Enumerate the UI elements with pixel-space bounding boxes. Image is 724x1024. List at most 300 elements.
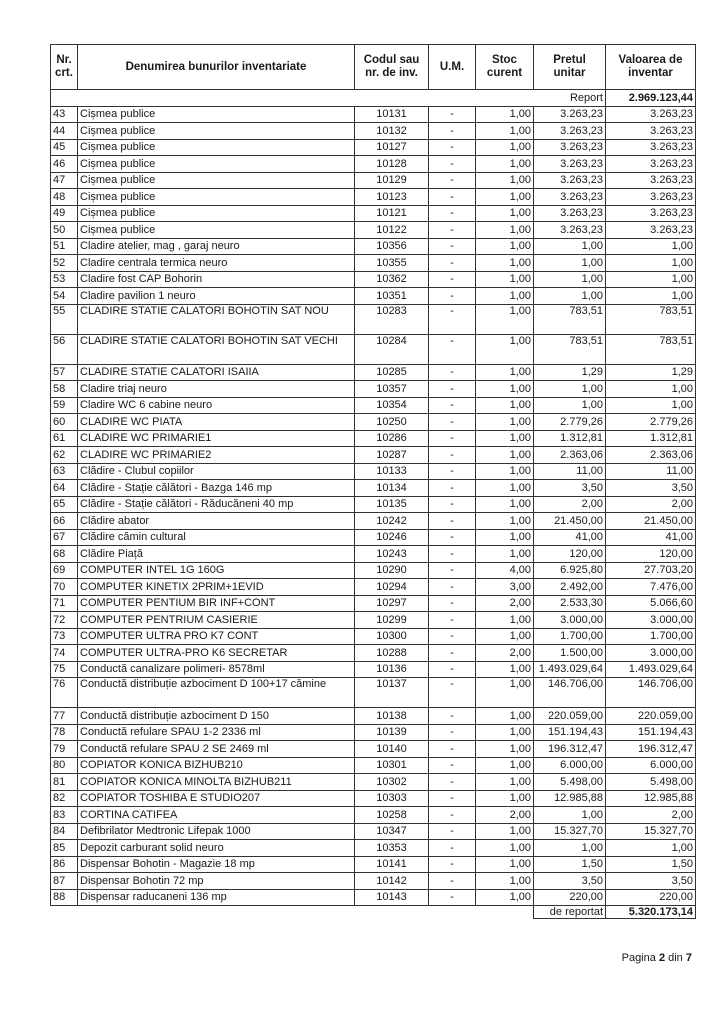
cell-nr: 83 [51, 807, 78, 824]
cell-um: - [429, 222, 476, 239]
cell-stoc: 1,00 [476, 238, 534, 255]
cell-den: CORTINA CATIFEA [78, 807, 355, 824]
cell-cod: 10357 [355, 381, 429, 398]
header-um: U.M. [429, 45, 476, 90]
cell-pret: 120,00 [534, 546, 606, 563]
cell-pret: 2.779,26 [534, 414, 606, 431]
cell-cod: 10243 [355, 546, 429, 563]
cell-val: 5.066,60 [606, 595, 696, 612]
cell-stoc: 2,00 [476, 645, 534, 662]
cell-pret: 2.363,06 [534, 447, 606, 464]
cell-pret: 1,00 [534, 255, 606, 272]
cell-stoc: 1,00 [476, 856, 534, 873]
cell-val: 3.263,23 [606, 205, 696, 222]
cell-nr: 70 [51, 579, 78, 596]
cell-pret: 151.194,43 [534, 724, 606, 741]
cell-stoc: 1,00 [476, 139, 534, 156]
cell-cod: 10141 [355, 856, 429, 873]
cell-den: CLADIRE WC PRIMARIE2 [78, 447, 355, 464]
cell-stoc: 1,00 [476, 823, 534, 840]
cell-nr: 66 [51, 513, 78, 530]
cell-pret: 3.263,23 [534, 106, 606, 123]
page-sep: din [668, 952, 683, 964]
cell-pret: 1,00 [534, 288, 606, 305]
cell-um: - [429, 205, 476, 222]
cell-nr: 72 [51, 612, 78, 629]
cell-um: - [429, 139, 476, 156]
cell-pret: 11,00 [534, 463, 606, 480]
cell-um: - [429, 238, 476, 255]
table-header-row [51, 45, 696, 90]
table-row [51, 123, 696, 140]
cell-den: Clădire - Stație călători - Bazga 146 mp [78, 480, 355, 497]
cell-pret: 2,00 [534, 496, 606, 513]
cell-pret: 3.263,23 [534, 172, 606, 189]
table-row [51, 823, 696, 840]
cell-nr: 88 [51, 889, 78, 906]
cell-den: Clădire - Stație călători - Răducăneni 40 mp [78, 496, 355, 513]
cell-pret: 3.263,23 [534, 139, 606, 156]
cell-nr: 44 [51, 123, 78, 140]
table-row [51, 661, 696, 678]
cell-den: CLADIRE WC PIATA [78, 414, 355, 431]
cell-pret: 1.493.029,64 [534, 661, 606, 678]
cell-pret: 3,50 [534, 873, 606, 890]
cell-pret: 783,51 [534, 334, 606, 364]
cell-pret: 1,50 [534, 856, 606, 873]
cell-nr: 80 [51, 757, 78, 774]
cell-den: Depozit carburant solid neuro [78, 840, 355, 857]
cell-cod: 10122 [355, 222, 429, 239]
cell-pret: 6.925,80 [534, 562, 606, 579]
cell-pret: 2.533,30 [534, 595, 606, 612]
table-row [51, 790, 696, 807]
cell-cod: 10301 [355, 757, 429, 774]
cell-um: - [429, 678, 476, 708]
cell-nr: 71 [51, 595, 78, 612]
cell-pret: 21.450,00 [534, 513, 606, 530]
cell-cod: 10131 [355, 106, 429, 123]
cell-stoc: 1,00 [476, 661, 534, 678]
cell-cod: 10258 [355, 807, 429, 824]
cell-um: - [429, 774, 476, 791]
cell-den: Cișmea publice [78, 139, 355, 156]
cell-nr: 82 [51, 790, 78, 807]
cell-den: Cișmea publice [78, 222, 355, 239]
cell-cod: 10286 [355, 430, 429, 447]
cell-nr: 79 [51, 741, 78, 758]
cell-um: - [429, 807, 476, 824]
cell-nr: 48 [51, 189, 78, 206]
cell-val: 3.263,23 [606, 156, 696, 173]
cell-val: 220,00 [606, 889, 696, 906]
cell-um: - [429, 790, 476, 807]
table-row [51, 430, 696, 447]
cell-val: 3.263,23 [606, 139, 696, 156]
table-row [51, 678, 696, 708]
cell-pret: 783,51 [534, 304, 606, 334]
cell-cod: 10294 [355, 579, 429, 596]
cell-nr: 61 [51, 430, 78, 447]
cell-val: 15.327,70 [606, 823, 696, 840]
header-nr: Nr. crt. [51, 45, 78, 90]
cell-val: 1,00 [606, 255, 696, 272]
cell-stoc: 1,00 [476, 708, 534, 725]
table-row [51, 873, 696, 890]
cell-stoc: 1,00 [476, 172, 534, 189]
cell-val: 3.000,00 [606, 645, 696, 662]
table-row [51, 496, 696, 513]
cell-val: 1,00 [606, 840, 696, 857]
cell-nr: 69 [51, 562, 78, 579]
cell-val: 220.059,00 [606, 708, 696, 725]
cell-den: CLADIRE WC PRIMARIE1 [78, 430, 355, 447]
cell-val: 2.363,06 [606, 447, 696, 464]
table-row [51, 222, 696, 239]
cell-um: - [429, 513, 476, 530]
cell-pret: 1.500,00 [534, 645, 606, 662]
cell-nr: 54 [51, 288, 78, 305]
cell-um: - [429, 496, 476, 513]
cell-den: Clădire abator [78, 513, 355, 530]
cell-pret: 3.263,23 [534, 189, 606, 206]
cell-pret: 1.700,00 [534, 628, 606, 645]
cell-pret: 3.000,00 [534, 612, 606, 629]
header-denumire: Denumirea bunurilor inventariate [78, 45, 355, 90]
cell-nr: 65 [51, 496, 78, 513]
cell-cod: 10127 [355, 139, 429, 156]
cell-val: 3,50 [606, 873, 696, 890]
cell-pret: 1.312,81 [534, 430, 606, 447]
cell-den: Conductă distribuție azbociment D 100+17 cămine [78, 678, 355, 708]
cell-den: COMPUTER INTEL 1G 160G [78, 562, 355, 579]
cell-um: - [429, 447, 476, 464]
cell-stoc: 1,00 [476, 106, 534, 123]
cell-um: - [429, 873, 476, 890]
table-row [51, 106, 696, 123]
cell-pret: 1,00 [534, 381, 606, 398]
cell-stoc: 1,00 [476, 840, 534, 857]
cell-pret: 196.312,47 [534, 741, 606, 758]
table-row [51, 271, 696, 288]
cell-um: - [429, 288, 476, 305]
cell-nr: 81 [51, 774, 78, 791]
table-row [51, 856, 696, 873]
cell-stoc: 1,00 [476, 205, 534, 222]
cell-den: COPIATOR TOSHIBA E STUDIO207 [78, 790, 355, 807]
cell-stoc: 1,00 [476, 381, 534, 398]
cell-val: 3.263,23 [606, 189, 696, 206]
cell-den: Clădire Piață [78, 546, 355, 563]
cell-den: Conductă distribuție azbociment D 150 [78, 708, 355, 725]
table-row [51, 397, 696, 414]
cell-um: - [429, 397, 476, 414]
cell-nr: 55 [51, 304, 78, 334]
cell-stoc: 1,00 [476, 873, 534, 890]
cell-cod: 10297 [355, 595, 429, 612]
cell-nr: 53 [51, 271, 78, 288]
cell-cod: 10300 [355, 628, 429, 645]
cell-nr: 60 [51, 414, 78, 431]
cell-cod: 10138 [355, 708, 429, 725]
cell-den: COMPUTER PENTRIUM CASIERIE [78, 612, 355, 629]
cell-stoc: 1,00 [476, 529, 534, 546]
cell-stoc: 1,00 [476, 496, 534, 513]
cell-den: Conductă refulare SPAU 1-2 2336 ml [78, 724, 355, 741]
table-row [51, 889, 696, 906]
cell-nr: 74 [51, 645, 78, 662]
table-row [51, 334, 696, 364]
cell-den: COMPUTER ULTRA PRO K7 CONT [78, 628, 355, 645]
cell-um: - [429, 123, 476, 140]
cell-den: COPIATOR KONICA BIZHUB210 [78, 757, 355, 774]
cell-den: Cladire triaj neuro [78, 381, 355, 398]
cell-cod: 10285 [355, 364, 429, 381]
cell-um: - [429, 463, 476, 480]
cell-cod: 10246 [355, 529, 429, 546]
cell-val: 3.000,00 [606, 612, 696, 629]
cell-den: Cladire WC 6 cabine neuro [78, 397, 355, 414]
cell-nr: 57 [51, 364, 78, 381]
table-row [51, 612, 696, 629]
page-current: 2 [658, 952, 666, 964]
cell-stoc: 1,00 [476, 678, 534, 708]
cell-cod: 10140 [355, 741, 429, 758]
cell-stoc: 1,00 [476, 364, 534, 381]
cell-den: COPIATOR KONICA MINOLTA BIZHUB211 [78, 774, 355, 791]
table-row [51, 364, 696, 381]
cell-nr: 84 [51, 823, 78, 840]
table-row [51, 139, 696, 156]
cell-val: 151.194,43 [606, 724, 696, 741]
cell-cod: 10351 [355, 288, 429, 305]
cell-nr: 43 [51, 106, 78, 123]
cell-pret: 146.706,00 [534, 678, 606, 708]
header-stoc: Stoc curent [476, 45, 534, 90]
cell-pret: 41,00 [534, 529, 606, 546]
cell-den: Cișmea publice [78, 156, 355, 173]
cell-cod: 10356 [355, 238, 429, 255]
table-row [51, 645, 696, 662]
cell-cod: 10123 [355, 189, 429, 206]
cell-val: 1,00 [606, 397, 696, 414]
cell-cod: 10121 [355, 205, 429, 222]
report-value: 2.969.123,44 [606, 90, 696, 107]
cell-um: - [429, 364, 476, 381]
cell-val: 3,50 [606, 480, 696, 497]
cell-val: 1.493.029,64 [606, 661, 696, 678]
cell-val: 1,50 [606, 856, 696, 873]
cell-stoc: 2,00 [476, 595, 534, 612]
table-row [51, 757, 696, 774]
cell-cod: 10303 [355, 790, 429, 807]
cell-pret: 1,29 [534, 364, 606, 381]
cell-stoc: 1,00 [476, 724, 534, 741]
cell-cod: 10355 [355, 255, 429, 272]
cell-um: - [429, 708, 476, 725]
table-row [51, 708, 696, 725]
cell-cod: 10287 [355, 447, 429, 464]
cell-cod: 10128 [355, 156, 429, 173]
cell-pret: 3.263,23 [534, 205, 606, 222]
table-row [51, 463, 696, 480]
cell-nr: 78 [51, 724, 78, 741]
cell-val: 5.498,00 [606, 774, 696, 791]
page-number [622, 952, 692, 964]
cell-cod: 10134 [355, 480, 429, 497]
cell-den: Cladire fost CAP Bohorin [78, 271, 355, 288]
table-row [51, 304, 696, 334]
cell-den: COMPUTER PENTIUM BIR INF+CONT [78, 595, 355, 612]
cell-stoc: 1,00 [476, 774, 534, 791]
cell-stoc: 1,00 [476, 628, 534, 645]
cell-val: 27.703,20 [606, 562, 696, 579]
cell-nr: 85 [51, 840, 78, 857]
cell-nr: 59 [51, 397, 78, 414]
cell-cod: 10288 [355, 645, 429, 662]
cell-nr: 50 [51, 222, 78, 239]
cell-stoc: 1,00 [476, 189, 534, 206]
table-row [51, 205, 696, 222]
cell-pret: 1,00 [534, 271, 606, 288]
cell-den: Cladire pavilion 1 neuro [78, 288, 355, 305]
header-valoare: Valoarea de inventar [606, 45, 696, 90]
cell-den: COMPUTER ULTRA-PRO K6 SECRETAR [78, 645, 355, 662]
cell-den: Clădire - Clubul copiilor [78, 463, 355, 480]
cell-um: - [429, 172, 476, 189]
cell-pret: 5.498,00 [534, 774, 606, 791]
cell-den: CLADIRE STATIE CALATORI BOHOTIN SAT VECHI [78, 334, 355, 364]
cell-um: - [429, 304, 476, 334]
cell-stoc: 1,00 [476, 480, 534, 497]
table-row [51, 741, 696, 758]
inventory-table [50, 44, 696, 919]
table-row [51, 255, 696, 272]
cell-den: Dispensar raducaneni 136 mp [78, 889, 355, 906]
cell-um: - [429, 106, 476, 123]
cell-um: - [429, 381, 476, 398]
cell-um: - [429, 579, 476, 596]
cell-cod: 10347 [355, 823, 429, 840]
table-row [51, 381, 696, 398]
cell-val: 11,00 [606, 463, 696, 480]
cell-stoc: 1,00 [476, 414, 534, 431]
cell-val: 196.312,47 [606, 741, 696, 758]
cell-nr: 73 [51, 628, 78, 645]
cell-den: Cișmea publice [78, 123, 355, 140]
table-row [51, 546, 696, 563]
cell-val: 7.476,00 [606, 579, 696, 596]
cell-val: 2,00 [606, 807, 696, 824]
cell-pret: 220.059,00 [534, 708, 606, 725]
cell-um: - [429, 595, 476, 612]
cell-stoc: 1,00 [476, 447, 534, 464]
cell-cod: 10242 [355, 513, 429, 530]
carry-forward-row [51, 906, 696, 919]
cell-stoc: 1,00 [476, 612, 534, 629]
cell-val: 3.263,23 [606, 172, 696, 189]
table-row [51, 156, 696, 173]
cell-nr: 77 [51, 708, 78, 725]
carry-forward-spacer [51, 906, 534, 919]
cell-den: COMPUTER KINETIX 2PRIM+1EVID [78, 579, 355, 596]
cell-nr: 46 [51, 156, 78, 173]
cell-um: - [429, 840, 476, 857]
cell-stoc: 1,00 [476, 156, 534, 173]
cell-nr: 64 [51, 480, 78, 497]
cell-val: 1,29 [606, 364, 696, 381]
cell-um: - [429, 628, 476, 645]
cell-den: Clădire cămin cultural [78, 529, 355, 546]
table-row [51, 579, 696, 596]
cell-val: 3.263,23 [606, 222, 696, 239]
cell-nr: 63 [51, 463, 78, 480]
cell-cod: 10353 [355, 840, 429, 857]
report-row [51, 90, 696, 107]
cell-um: - [429, 156, 476, 173]
cell-den: CLADIRE STATIE CALATORI BOHOTIN SAT NOU [78, 304, 355, 334]
cell-stoc: 1,00 [476, 741, 534, 758]
cell-den: Cișmea publice [78, 205, 355, 222]
cell-val: 1.312,81 [606, 430, 696, 447]
cell-val: 6.000,00 [606, 757, 696, 774]
cell-nr: 86 [51, 856, 78, 873]
cell-den: Cișmea publice [78, 189, 355, 206]
cell-um: - [429, 414, 476, 431]
report-label: Report [534, 90, 606, 107]
cell-nr: 49 [51, 205, 78, 222]
page-total: 7 [685, 952, 692, 964]
cell-val: 2,00 [606, 496, 696, 513]
cell-cod: 10129 [355, 172, 429, 189]
cell-pret: 2.492,00 [534, 579, 606, 596]
cell-den: Conductă canalizare polimeri- 8578ml [78, 661, 355, 678]
cell-val: 3.263,23 [606, 123, 696, 140]
cell-nr: 76 [51, 678, 78, 708]
cell-stoc: 1,00 [476, 430, 534, 447]
cell-cod: 10290 [355, 562, 429, 579]
cell-pret: 3.263,23 [534, 123, 606, 140]
cell-nr: 87 [51, 873, 78, 890]
cell-um: - [429, 480, 476, 497]
table-row [51, 172, 696, 189]
cell-nr: 62 [51, 447, 78, 464]
cell-um: - [429, 741, 476, 758]
cell-pret: 220,00 [534, 889, 606, 906]
cell-um: - [429, 562, 476, 579]
table-row [51, 447, 696, 464]
cell-um: - [429, 724, 476, 741]
cell-nr: 47 [51, 172, 78, 189]
cell-cod: 10143 [355, 889, 429, 906]
cell-cod: 10362 [355, 271, 429, 288]
cell-pret: 1,00 [534, 807, 606, 824]
cell-pret: 12.985,88 [534, 790, 606, 807]
cell-stoc: 3,00 [476, 579, 534, 596]
cell-um: - [429, 612, 476, 629]
table-row [51, 595, 696, 612]
cell-val: 146.706,00 [606, 678, 696, 708]
table-row [51, 238, 696, 255]
table-row [51, 628, 696, 645]
cell-den: Defibrilator Medtronic Lifepak 1000 [78, 823, 355, 840]
cell-val: 1,00 [606, 238, 696, 255]
cell-stoc: 2,00 [476, 807, 534, 824]
cell-um: - [429, 661, 476, 678]
carry-forward-value: 5.320.173,14 [606, 906, 696, 919]
header-pret: Pretul unitar [534, 45, 606, 90]
cell-um: - [429, 856, 476, 873]
